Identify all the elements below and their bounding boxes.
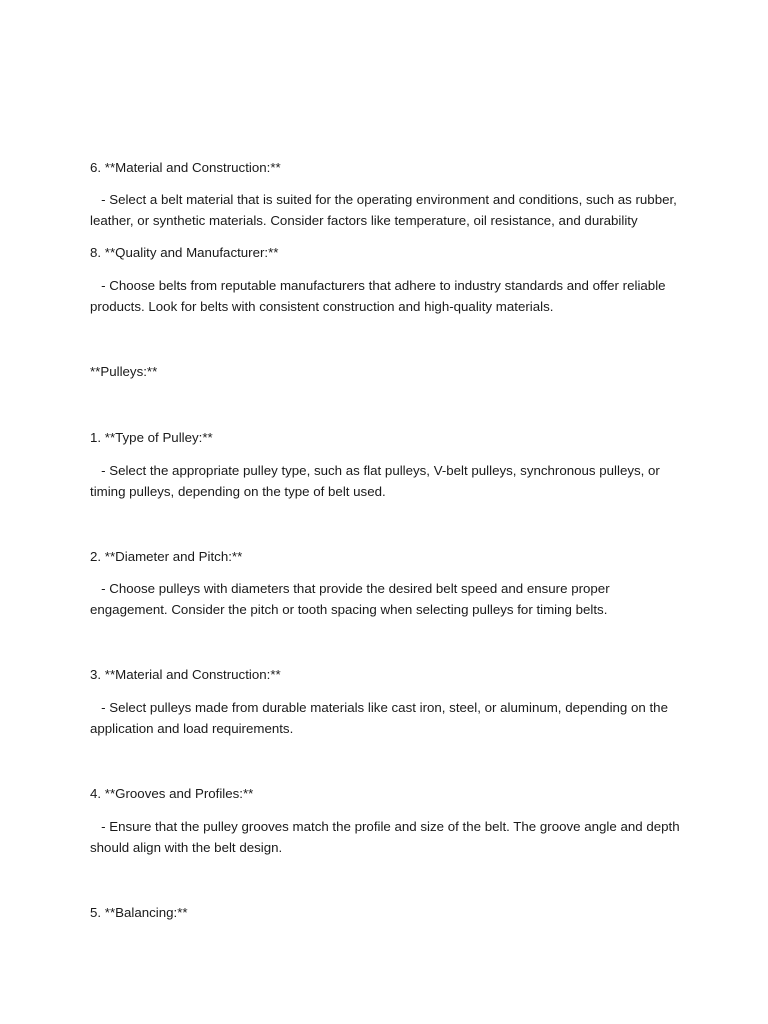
heading-material-construction-pulley: 3. **Material and Construction:** [90, 667, 281, 682]
heading-grooves-profiles: 4. **Grooves and Profiles:** [90, 786, 254, 801]
heading-type-of-pulley: 1. **Type of Pulley:** [90, 430, 213, 445]
paragraph-grooves-profiles: - Ensure that the pulley grooves match the profile and size of the belt. The groove angle and depth should align with the belt design. [90, 819, 684, 855]
paragraph-pulley-material: - Select pulleys made from durable materials like cast iron, steel, or aluminum, depending on the application and load requirements. [90, 700, 672, 736]
paragraph-belt-material: - Select a belt material that is suited for the operating environment and conditions, such as rubber, leather, or synthetic materials. Consider factors like temperature, oil resistance, and durability [90, 192, 681, 228]
heading-quality-manufacturer: 8. **Quality and Manufacturer:** [90, 245, 279, 260]
paragraph-diameter-pitch: - Choose pulleys with diameters that provide the desired belt speed and ensure proper engagement. Consider the pitch or tooth spacing when selecting pulleys for timing belts. [90, 581, 614, 617]
heading-diameter-pitch: 2. **Diameter and Pitch:** [90, 549, 243, 564]
heading-balancing: 5. **Balancing:** [90, 905, 188, 920]
paragraph-type-of-pulley: - Select the appropriate pulley type, such as flat pulleys, V-belt pulleys, synchronous pulleys, or timing pulleys, depending on the type of belt used. [90, 463, 664, 499]
heading-pulleys: **Pulleys:** [90, 364, 158, 379]
paragraph-quality-manufacturer: - Choose belts from reputable manufacturers that adhere to industry standards and offer reliable products. Look for belts with consistent construction and high-quality materials. [90, 278, 670, 314]
heading-material-construction-belt: 6. **Material and Construction:** [90, 160, 281, 175]
